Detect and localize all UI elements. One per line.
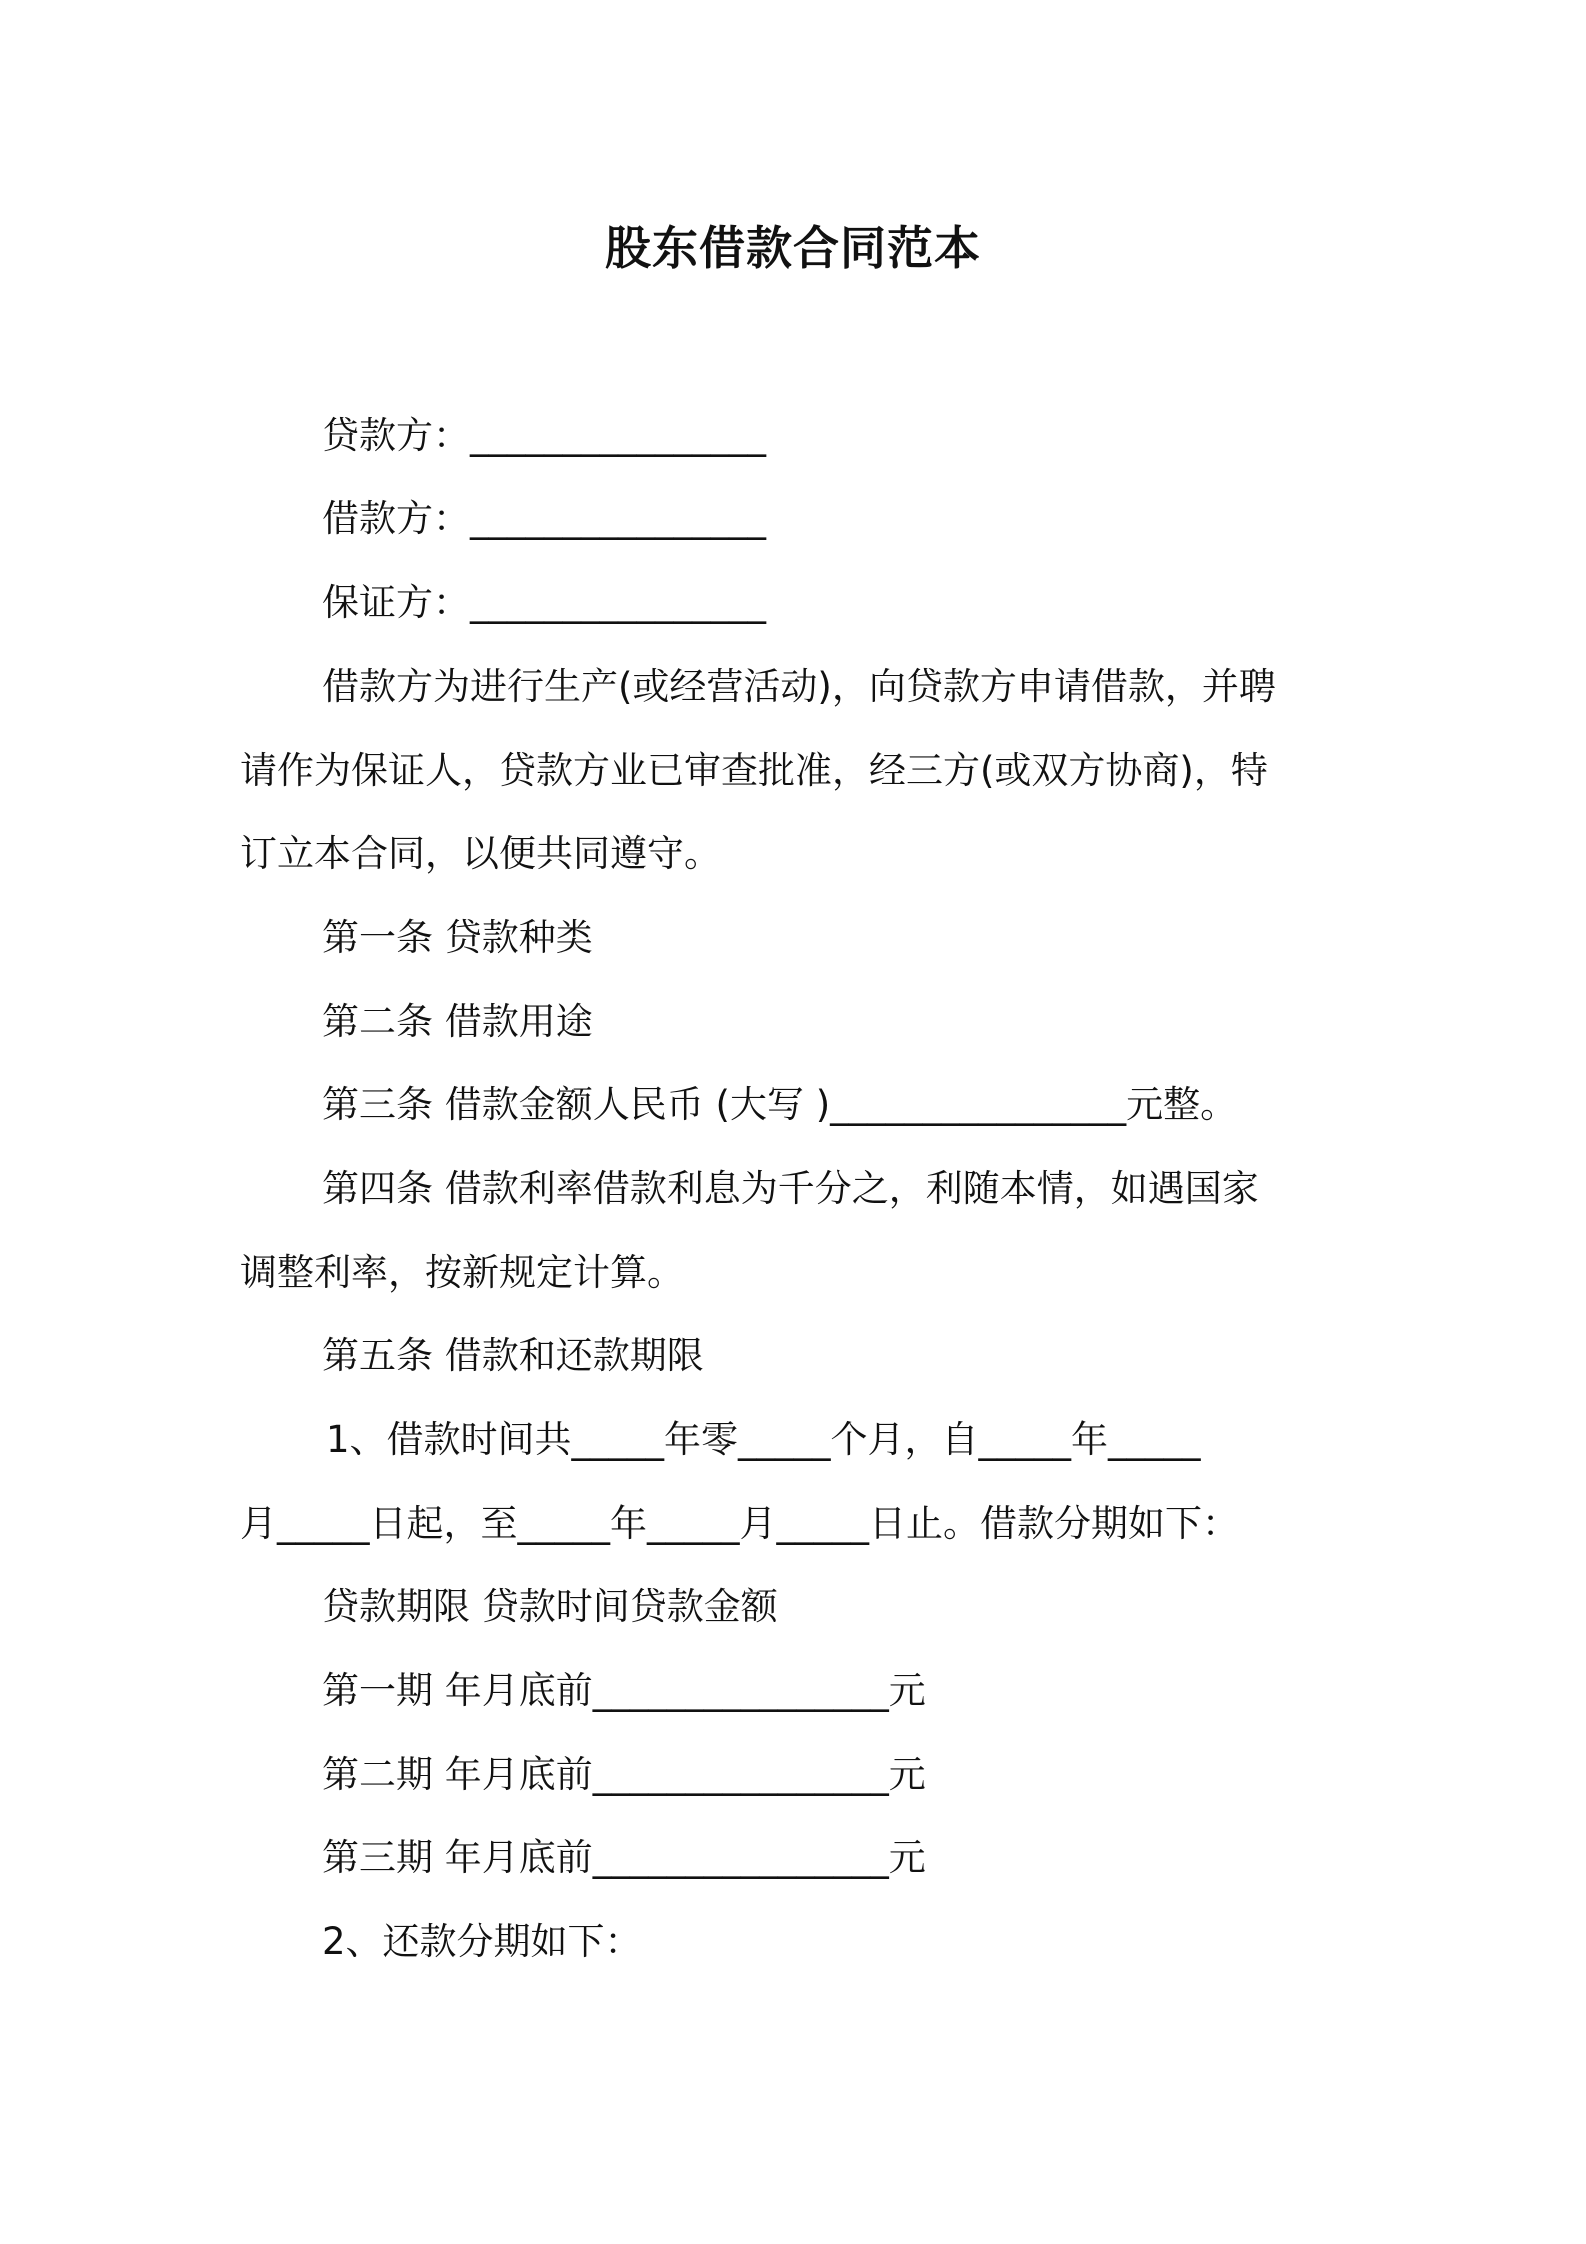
borrower-line: 借款方：________________ [322, 497, 766, 540]
article-3-line: 第三条 借款金额人民币 (大写 )________________元整。 [322, 1083, 1238, 1126]
article-1-heading: 第一条 贷款种类 [322, 916, 593, 959]
repayment-heading: 2、还款分期如下： [322, 1920, 642, 1963]
paragraph-line: 借款方为进行生产(或经营活动)，向贷款方申请借款，并聘 [322, 665, 1276, 708]
term-line: 1、借款时间共_____年零_____个月，自_____年_____ [326, 1418, 1201, 1461]
installment-row: 第一期 年月底前________________元 [322, 1669, 926, 1712]
article-2-heading: 第二条 借款用途 [322, 1000, 593, 1043]
article-4-continuation: 调整利率，按新规定计算。 [240, 1251, 684, 1294]
paragraph-line: 订立本合同，以便共同遵守。 [240, 832, 721, 875]
paragraph-line: 请作为保证人，贷款方业已审查批准，经三方(或双方协商)，特 [240, 749, 1268, 792]
article-5-heading: 第五条 借款和还款期限 [322, 1334, 704, 1377]
lender-line: 贷款方：________________ [322, 414, 766, 457]
guarantor-line: 保证方：________________ [322, 581, 766, 624]
article-4-line: 第四条 借款利率借款利息为千分之，利随本情，如遇国家 [322, 1167, 1259, 1210]
installment-header: 贷款期限 贷款时间贷款金额 [322, 1585, 778, 1628]
document-title: 股东借款合同范本 [605, 221, 981, 275]
installment-row: 第二期 年月底前________________元 [322, 1753, 926, 1796]
term-continuation: 月_____日起，至_____年_____月_____日止。借款分期如下： [240, 1502, 1239, 1545]
installment-row: 第三期 年月底前________________元 [322, 1836, 926, 1879]
